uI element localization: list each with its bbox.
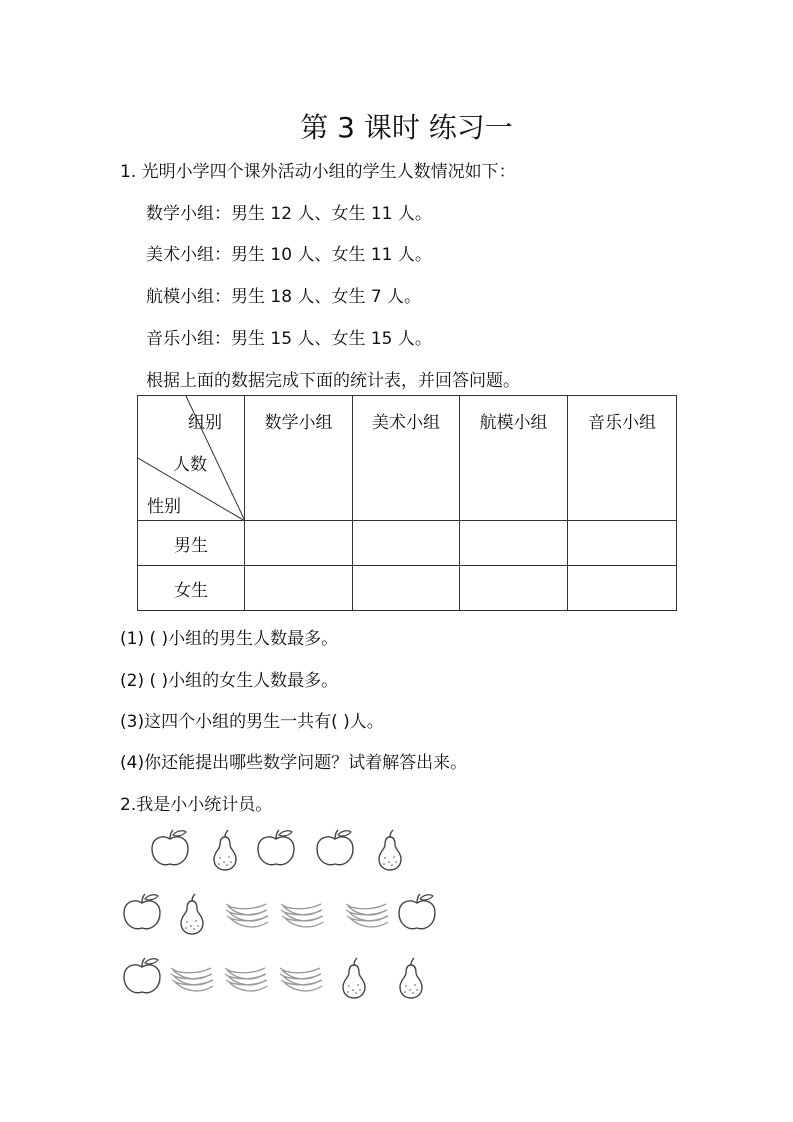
data-line-math: 数学小组：男生 12 人、女生 11 人。: [146, 204, 432, 224]
table-row-boys: [138, 521, 677, 566]
banana-icon: [169, 956, 215, 996]
pear-icon: [337, 956, 371, 1000]
banana-icon: [223, 956, 269, 996]
column-label: 航模小组: [479, 413, 548, 433]
column-header-art: [353, 396, 460, 521]
blank-cell[interactable]: [460, 566, 568, 611]
blank-cell[interactable]: [353, 521, 460, 566]
apple-icon: [149, 828, 191, 870]
question-2-title: 2.我是小小统计员。: [120, 795, 273, 815]
apple-icon: [121, 956, 163, 998]
corner-label-group: 组别: [188, 413, 222, 433]
column-label: 美术小组: [372, 413, 440, 433]
table-row-girls: [138, 566, 677, 611]
corner-label-gender: 性别: [147, 497, 181, 517]
column-header-music: [568, 396, 677, 521]
blank-cell[interactable]: [460, 521, 568, 566]
apple-icon: [121, 892, 163, 934]
table-header-row: [138, 396, 677, 521]
pear-icon: [373, 828, 407, 872]
subquestion-4: (4)你还能提出哪些数学问题？试着解答出来。: [120, 753, 468, 773]
banana-icon: [224, 892, 270, 932]
pear-icon: [394, 956, 428, 1000]
question-1-intro: 1. 光明小学四个课外活动小组的学生人数情况如下：: [120, 162, 516, 182]
apple-icon: [314, 828, 356, 870]
pear-icon: [175, 892, 209, 936]
blank-cell[interactable]: [245, 566, 353, 611]
column-label: 数学小组: [264, 413, 333, 433]
row-label-boys: 男生: [138, 521, 245, 566]
page-title: 第 3 课时 练习一: [300, 111, 513, 144]
blank-cell[interactable]: [245, 521, 353, 566]
column-header-model: [460, 396, 568, 521]
apple-icon: [255, 828, 297, 870]
data-line-model: 航模小组：男生 18 人、女生 7 人。: [146, 287, 422, 307]
blank-cell[interactable]: [353, 566, 460, 611]
subquestion-3: (3)这四个小组的男生一共有( )人。: [120, 712, 384, 732]
diagonal-header-cell: [138, 396, 245, 521]
corner-label-count: 人数: [173, 455, 207, 475]
pear-icon: [208, 828, 242, 872]
banana-icon: [279, 892, 325, 932]
subquestion-2: (2) ( )小组的女生人数最多。: [120, 671, 339, 691]
statistics-table: [137, 395, 677, 611]
blank-cell[interactable]: [568, 566, 677, 611]
blank-cell[interactable]: [568, 521, 677, 566]
apple-icon: [396, 892, 438, 934]
column-header-math: [245, 396, 353, 521]
column-label: 音乐小组: [588, 413, 656, 433]
subquestion-1: (1) ( )小组的男生人数最多。: [120, 629, 339, 649]
banana-icon: [344, 892, 390, 932]
row-label-girls: 女生: [138, 566, 245, 611]
table-instruction: 根据上面的数据完成下面的统计表，并回答问题。: [146, 371, 520, 391]
banana-icon: [278, 956, 324, 996]
data-line-art: 美术小组：男生 10 人、女生 11 人。: [146, 245, 432, 265]
data-line-music: 音乐小组：男生 15 人、女生 15 人。: [146, 329, 432, 349]
